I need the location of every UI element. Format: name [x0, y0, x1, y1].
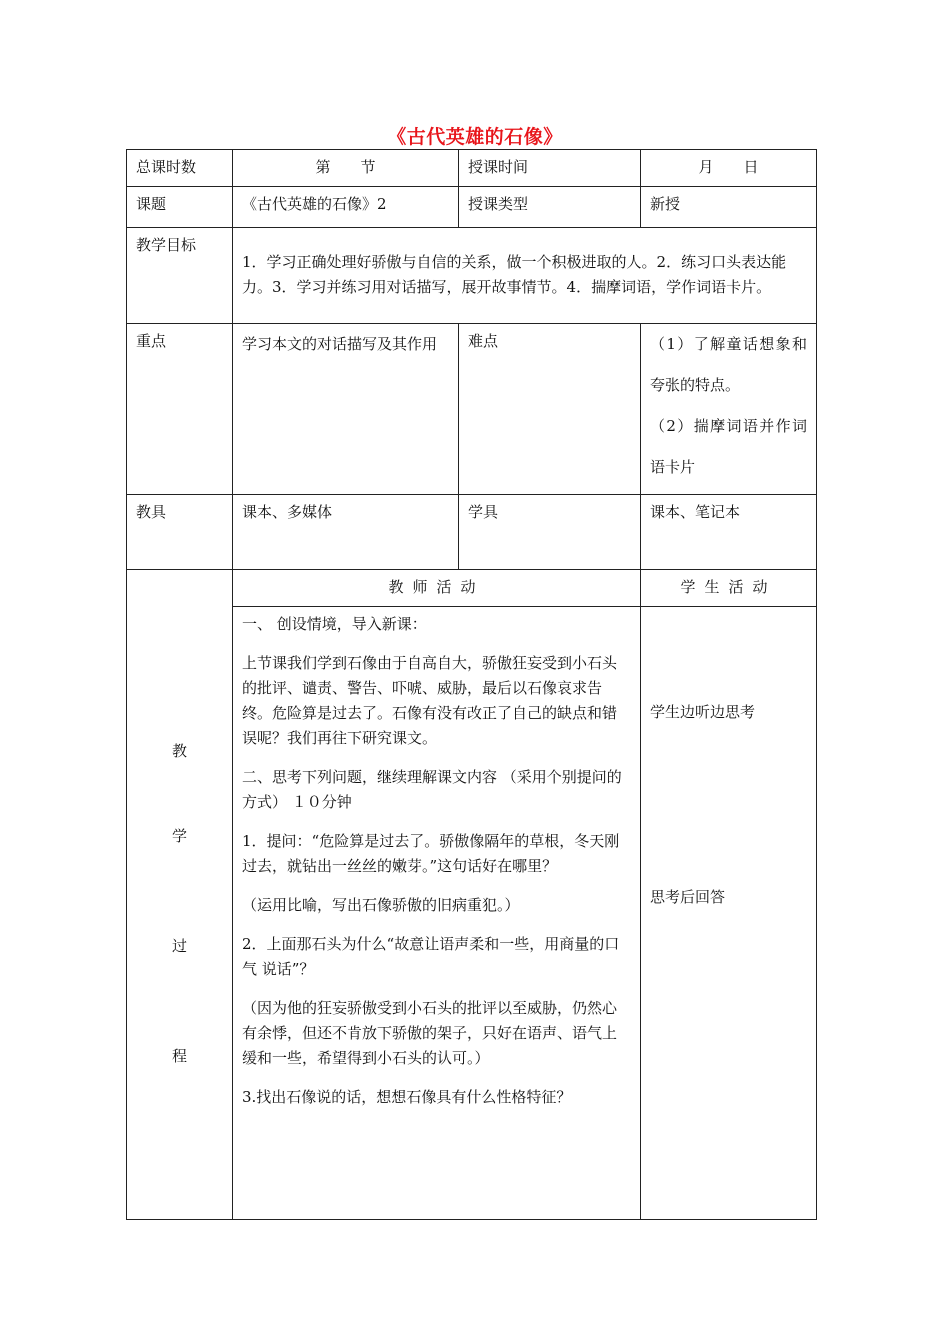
difficulties-text — [641, 324, 816, 494]
teacher-paragraph: 上节课我们学到石像由于自高自大，骄傲狂妄受到小石头的批评、谴责、警告、吓唬、威胁，最后以石像哀求告终。危险算是过去了。石像有没有改正了自己的缺点和错误呢？我们再往下研究课文。 — [242, 654, 618, 747]
difficulty-item-2: （2）揣摩词语并作词语卡片 — [650, 417, 807, 476]
teacher-paragraph: 2．上面那石头为什么“故意让语声柔和一些，用商量的口气 说话”？ — [242, 935, 620, 978]
teacher-paragraph: （因为他的狂妄骄傲受到小石头的批评以至威胁，仍然心有余悸，但还不肯放下骄傲的架子，只好在语声、语气上缓和一些，希望得到小石头的认可。） — [242, 999, 618, 1067]
teaching-goals-text: 1．学习正确处理好骄傲与自信的关系，做一个积极进取的人。2．练习口头表达能力。3．学习并练习用对话描写，展开故事情节。4．揣摩词语，学作词语卡片。 — [242, 253, 787, 296]
teacher-paragraph: （运用比喻，写出石像骄傲的旧病重犯。） — [242, 896, 520, 914]
class-time-value: 月 日 — [698, 158, 759, 176]
label-student-tools: 学具 — [468, 503, 499, 521]
difficulty-item-1: （1）了解童话想象和夸张的特点。 — [650, 335, 807, 394]
label-teaching-tools: 教具 — [136, 503, 167, 521]
student-tools-value: 课本、笔记本 — [650, 503, 741, 521]
label-topic: 课题 — [136, 195, 167, 213]
row-total-hours — [127, 150, 817, 187]
student-note-2: 思考后回答 — [650, 888, 726, 906]
row-key-points — [127, 324, 817, 495]
process-char-2: 学 — [171, 827, 187, 845]
student-activity-content — [641, 607, 816, 1219]
topic-value: 《古代英雄的石像》2 — [242, 195, 387, 213]
process-char-4: 程 — [171, 1047, 187, 1065]
row-topic — [127, 187, 817, 228]
label-key-points: 重点 — [136, 332, 167, 350]
teacher-paragraph: 二、思考下列问题，继续理解课文内容 （采用个别提问的方式） １０分钟 — [242, 768, 622, 811]
section-value: 第 节 — [315, 158, 376, 176]
label-class-type: 授课类型 — [468, 195, 529, 213]
student-note-1: 学生边听边思考 — [650, 703, 756, 721]
label-teaching-goals: 教学目标 — [136, 236, 197, 254]
teaching-process-label — [127, 570, 232, 1218]
teacher-paragraph: 3.找出石像说的话，想想石像具有什么性格特征？ — [242, 1088, 572, 1106]
label-class-time: 授课时间 — [468, 158, 529, 176]
teacher-activity-content — [233, 607, 640, 1130]
row-process-header — [127, 570, 817, 607]
label-total-hours: 总课时数 — [136, 158, 197, 176]
teacher-paragraph: 1．提问：“危险算是过去了。骄傲像隔年的草根，冬天刚过去，就钻出一丝丝的嫩芽。”这句话好在哪里？ — [242, 832, 620, 875]
document-title: 《古代英雄的石像》 — [387, 126, 563, 148]
row-tools — [127, 495, 817, 570]
process-char-1: 教 — [171, 742, 187, 760]
teacher-paragraph: 一、 创设情境，导入新课： — [242, 615, 427, 633]
teacher-activity-header: 教师活动 — [388, 578, 485, 596]
label-difficulties: 难点 — [468, 332, 499, 350]
process-char-3: 过 — [171, 937, 187, 955]
student-activity-header: 学生活动 — [680, 578, 777, 596]
row-goals — [127, 228, 817, 324]
class-type-value: 新授 — [650, 195, 681, 213]
teaching-tools-value: 课本、多媒体 — [242, 503, 333, 521]
lesson-plan-table — [126, 149, 817, 1220]
key-points-text: 学习本文的对话描写及其作用 — [242, 335, 438, 353]
